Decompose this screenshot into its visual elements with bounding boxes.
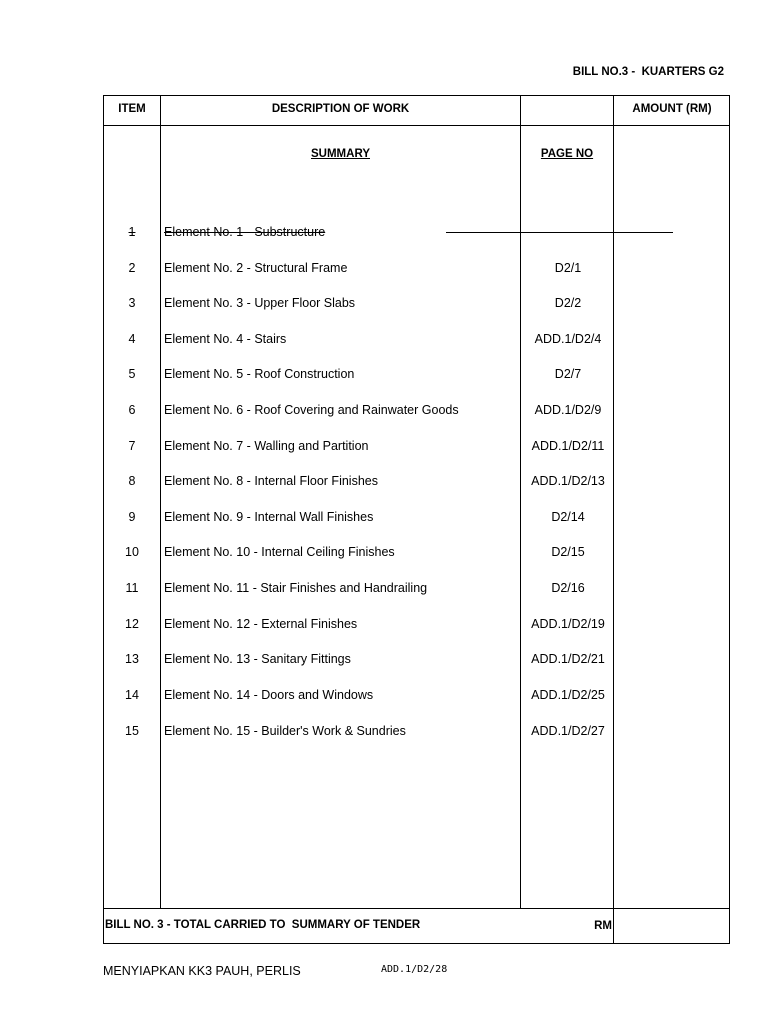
table-row [104, 439, 614, 457]
item-number: 5 [128, 367, 136, 381]
header-divider [103, 125, 730, 126]
table-row [104, 688, 614, 706]
item-description: Element No. 13 - Sanitary Fittings [164, 652, 351, 666]
strike-line-page [446, 232, 568, 233]
item-number: 6 [128, 403, 136, 417]
item-number: 8 [128, 474, 136, 488]
page-no-heading: PAGE NO [540, 148, 594, 160]
footer-project: MENYIAPKAN KK3 PAUH, PERLIS [103, 964, 301, 978]
item-page-no: ADD.1/D2/9 [534, 403, 602, 417]
item-number: 13 [125, 652, 139, 666]
item-number: 3 [128, 296, 136, 310]
item-page-no: ADD.1/D2/27 [531, 724, 605, 738]
item-page-no: D2/16 [551, 581, 585, 595]
item-page-no: ADD.1/D2/4 [534, 332, 602, 346]
total-label: BILL NO. 3 - TOTAL CARRIED TO SUMMARY OF TENDER [105, 919, 421, 931]
column-divider-description [520, 95, 521, 909]
item-number: 10 [125, 545, 139, 559]
table-row [104, 367, 614, 385]
item-description: Element No. 10 - Internal Ceiling Finishes [164, 545, 395, 559]
item-page-no: D2/2 [554, 296, 582, 310]
item-description: Element No. 15 - Builder's Work & Sundries [164, 724, 406, 738]
table-row [104, 724, 614, 742]
item-description: Element No. 6 - Roof Covering and Rainwater Goods [164, 403, 459, 417]
strike-line-amount [568, 232, 673, 233]
item-page-no: D2/7 [554, 367, 582, 381]
table-row [104, 261, 614, 279]
item-page-no: D2/1 [554, 261, 582, 275]
item-number: 14 [125, 688, 139, 702]
table-row [104, 510, 614, 528]
table-row [104, 296, 614, 314]
item-description: Element No. 5 - Roof Construction [164, 367, 355, 381]
table-row [104, 617, 614, 635]
item-description: Element No. 2 - Structural Frame [164, 261, 348, 275]
item-description: Element No. 1 - Substructure [164, 225, 326, 239]
header-description: DESCRIPTION OF WORK [271, 103, 410, 115]
total-divider [103, 908, 730, 909]
table-row [104, 225, 614, 243]
item-description: Element No. 11 - Stair Finishes and Handrailing [164, 581, 428, 595]
item-page-no: ADD.1/D2/25 [531, 688, 605, 702]
item-description: Element No. 9 - Internal Wall Finishes [164, 510, 374, 524]
item-page-no: ADD.1/D2/11 [531, 439, 605, 453]
item-number: 11 [125, 581, 139, 595]
table-row [104, 474, 614, 492]
table-row [104, 581, 614, 599]
item-page-no: D2/14 [551, 510, 585, 524]
item-description: Element No. 8 - Internal Floor Finishes [164, 474, 378, 488]
item-description: Element No. 4 - Stairs [164, 332, 287, 346]
item-number: 2 [128, 261, 136, 275]
total-currency: RM [594, 920, 612, 932]
header-amount: AMOUNT (RM) [632, 103, 712, 115]
item-description: Element No. 7 - Walling and Partition [164, 439, 369, 453]
bill-title: BILL NO.3 - KUARTERS G2 [572, 66, 724, 78]
item-description: Element No. 12 - External Finishes [164, 617, 358, 631]
item-number: 1 [128, 225, 136, 239]
table-row [104, 332, 614, 350]
table-row [104, 545, 614, 563]
item-page-no: ADD.1/D2/19 [531, 617, 605, 631]
footer-page-ref: ADD.1/D2/28 [381, 964, 448, 975]
item-number: 12 [125, 617, 139, 631]
item-number: 7 [128, 439, 136, 453]
item-page-no: D2/15 [551, 545, 585, 559]
summary-heading: SUMMARY [311, 148, 370, 160]
item-number: 9 [128, 510, 136, 524]
item-page-no: ADD.1/D2/21 [531, 652, 605, 666]
table-row [104, 652, 614, 670]
header-item: ITEM [118, 103, 146, 115]
item-number: 4 [128, 332, 136, 346]
table-row [104, 403, 614, 421]
item-description: Element No. 3 - Upper Floor Slabs [164, 296, 356, 310]
item-description: Element No. 14 - Doors and Windows [164, 688, 374, 702]
column-divider-item [160, 95, 161, 909]
item-page-no: ADD.1/D2/13 [531, 474, 605, 488]
item-number: 15 [125, 724, 139, 738]
